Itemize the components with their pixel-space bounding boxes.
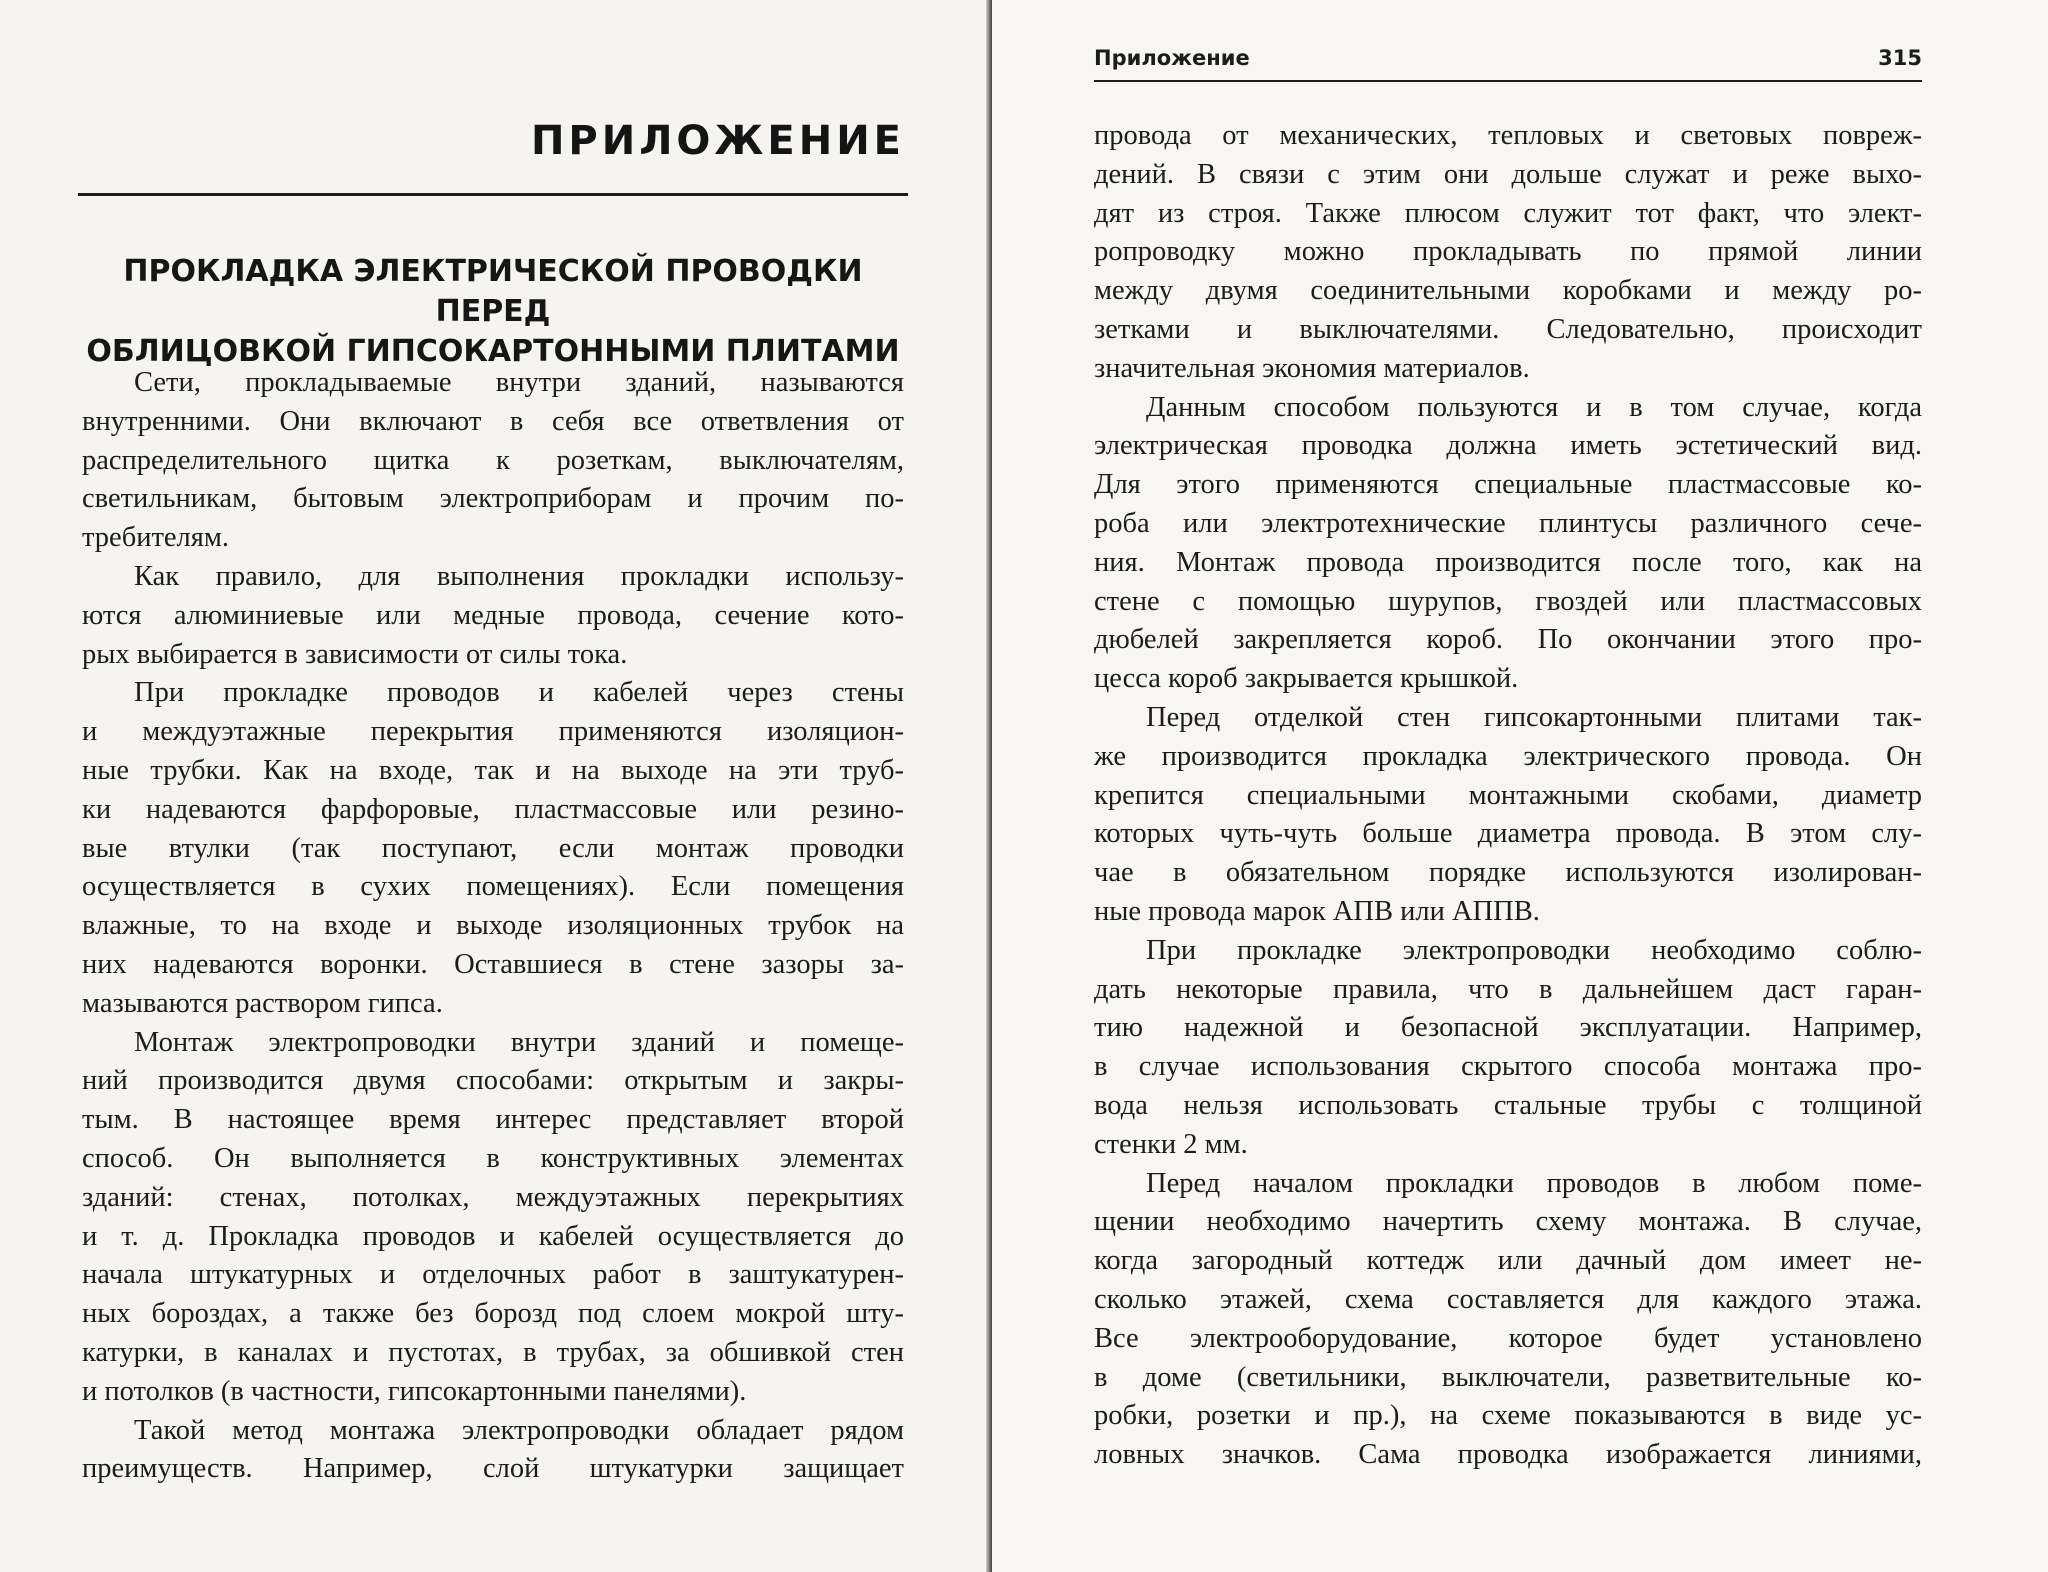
text-line: влажные, то на входе и выходе изоляционных трубок на [82, 910, 904, 942]
text-line: ний производится двумя способами: открытым и закры- [82, 1065, 904, 1097]
text-line: ния. Монтаж провода производится после того, как на [1094, 546, 1922, 578]
text-line: когда загородный коттедж или дачный дом имеет не- [1094, 1245, 1922, 1277]
text-line: и т. д. Прокладка проводов и кабелей осуществляется до [82, 1220, 904, 1252]
text-line: Для этого применяются специальные пластмассовые ко- [1094, 469, 1922, 501]
text-line: осуществляется в сухих помещениях). Если помещения [82, 871, 904, 903]
text-line: ропроводку можно прокладывать по прямой линии [1094, 236, 1922, 268]
text-line: тым. В настоящее время интерес представляет второй [82, 1104, 904, 1136]
text-line: начала штукатурных и отделочных работ в заштукатурен- [82, 1259, 904, 1291]
text-line: способ. Он выполняется в конструктивных элементах [82, 1142, 904, 1174]
text-line: которых чуть-чуть больше диаметра провода. В этом слу- [1094, 818, 1922, 850]
text-line: в доме (светильники, выключатели, разветвительные ко- [1094, 1361, 1922, 1393]
text-line: сколько этажей, схема составляется для каждого этажа. [1094, 1283, 1922, 1315]
running-head-title: Приложение [1094, 46, 1250, 70]
text-line: щении необходимо начертить схему монтажа. В случае, [1094, 1206, 1922, 1238]
text-line: ловных значков. Сама проводка изображается линиями, [1094, 1439, 1922, 1471]
text-line: преимуществ. Например, слой штукатурки защищает [82, 1453, 904, 1485]
text-line: Все электрооборудование, которое будет установлено [1094, 1322, 1922, 1354]
text-line: крепится специальными монтажными скобами, диаметр [1094, 779, 1922, 811]
text-line: Монтаж электропроводки внутри зданий и помеще- [134, 1026, 904, 1058]
text-line: ются алюминиевые или медные провода, сечение кото- [82, 599, 904, 631]
text-line: Перед началом прокладки проводов в любом поме- [1146, 1167, 1922, 1199]
text-line: роба или электротехнические плинтусы различного сече- [1094, 507, 1922, 539]
text-line: зданий: стенах, потолках, междуэтажных перекрытиях [82, 1181, 904, 1213]
text-line: электрическая проводка должна иметь эстетический вид. [1094, 430, 1922, 462]
text-line: провода от механических, тепловых и световых повреж- [1094, 120, 1922, 151]
text-line: зетками и выключателями. Следовательно, происходит [1094, 313, 1922, 345]
text-line: вые втулки (так поступают, если монтаж проводки [82, 832, 904, 864]
section-title [78, 252, 908, 372]
text-line: дать некоторые правила, что в дальнейшем даст гаран- [1094, 973, 1922, 1005]
text-line: При прокладке проводов и кабелей через стены [134, 677, 904, 709]
text-line: вода нельзя использовать стальные трубы с толщиной [1094, 1089, 1922, 1121]
text-line: ных бороздах, а также без борозд под слоем мокрой шту- [82, 1298, 904, 1330]
text-line: светильникам, бытовым электроприборам и прочим по- [82, 483, 904, 515]
chapter-title: ПРИЛОЖЕНИЕ [530, 118, 905, 164]
left-page [0, 0, 990, 1572]
text-line: ные провода марок АПВ или АППВ. [1094, 895, 1540, 927]
text-line: Такой метод монтажа электропроводки обладает рядом [134, 1414, 904, 1446]
text-line: тию надежной и безопасной эксплуатации. Например, [1094, 1012, 1922, 1044]
text-line: в случае использования скрытого способа монтажа про- [1094, 1051, 1922, 1083]
text-line: внутренними. Они включают в себя все ответвления от [82, 405, 904, 437]
text-line: дюбелей закрепляется короб. По окончании этого про- [1094, 624, 1922, 656]
text-line: цесса короб закрывается крышкой. [1094, 663, 1519, 695]
section-title-line: ПРОКЛАДКА ЭЛЕКТРИЧЕСКОЙ ПРОВОДКИ ПЕРЕД [123, 254, 863, 329]
left-page-body [82, 364, 904, 1489]
text-line: робки, розетки и пр.), на схеме показываются в виде ус- [1094, 1400, 1922, 1432]
text-line: Как правило, для выполнения прокладки использу- [134, 560, 904, 592]
text-line: дений. В связи с этим они дольше служат и реже выхо- [1094, 158, 1922, 190]
right-page-body [1094, 117, 1922, 1475]
text-line: чае в обязательном порядке используются изолирован- [1094, 857, 1922, 889]
text-line: и потолков (в частности, гипсокартонными панелями). [82, 1375, 747, 1407]
text-line: Сети, прокладываемые внутри зданий, называются [134, 367, 904, 398]
chapter-title-rule [78, 193, 908, 196]
text-line: Перед отделкой стен гипсокартонными плитами так- [1146, 701, 1922, 733]
running-head-rule [1094, 80, 1922, 82]
text-line: же производится прокладка электрического провода. Он [1094, 740, 1922, 772]
text-line: ные трубки. Как на входе, так и на выходе на эти труб- [82, 754, 904, 786]
text-line: распределительного щитка к розеткам, выключателям, [82, 444, 904, 476]
text-line: и междуэтажные перекрытия применяются изоляцион- [82, 716, 904, 748]
section-title-line: ОБЛИЦОВКОЙ ГИПСОКАРТОННЫМИ ПЛИТАМИ [86, 334, 900, 369]
text-line: Данным способом пользуются и в том случае, когда [1146, 391, 1922, 423]
text-line: стенки 2 мм. [1094, 1128, 1248, 1160]
text-line: стене с помощью шурупов, гвоздей или пластмассовых [1094, 585, 1922, 617]
text-line: мазываются раствором гипса. [82, 987, 443, 1019]
text-line: между двумя соединительными коробками и между ро- [1094, 275, 1922, 307]
text-line: рых выбирается в зависимости от силы тока. [82, 638, 628, 670]
text-line: дят из строя. Также плюсом служит тот факт, что элект- [1094, 197, 1922, 229]
page-number: 315 [1878, 46, 1922, 70]
text-line: катурки, в каналах и пустотах, в трубах, за обшивкой стен [82, 1336, 904, 1368]
text-line: ки надеваются фарфоровые, пластмассовые или резино- [82, 793, 904, 825]
text-line: При прокладке электропроводки необходимо соблю- [1146, 934, 1922, 966]
text-line: них надеваются воронки. Оставшиеся в стене зазоры за- [82, 948, 904, 980]
text-line: значительная экономия материалов. [1094, 352, 1530, 384]
text-line: требителям. [82, 522, 230, 554]
